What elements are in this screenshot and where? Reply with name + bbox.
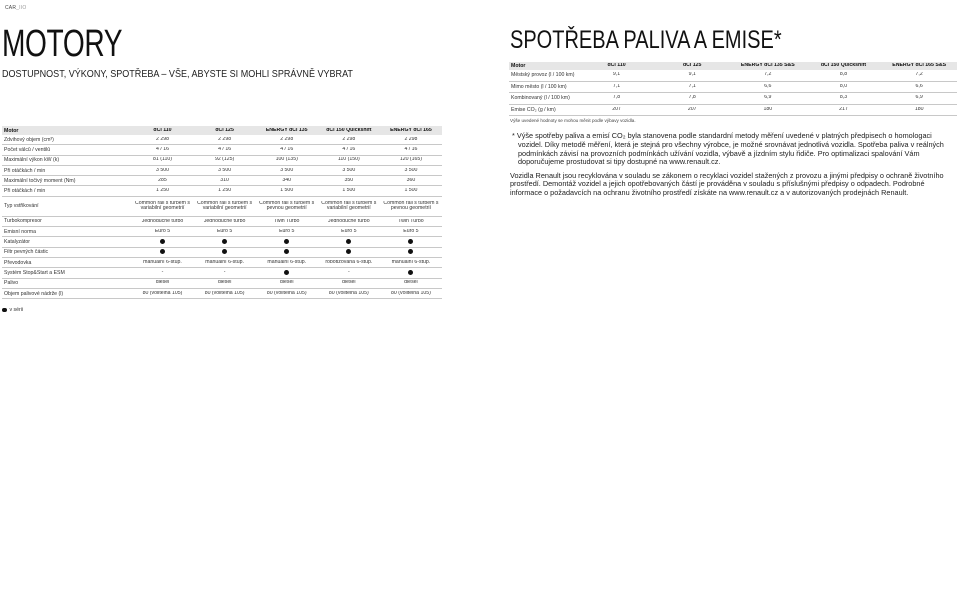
- series-dot-cell: [380, 270, 442, 276]
- table-row: [2, 289, 442, 299]
- row-value: 100 (135): [275, 157, 298, 163]
- row-value: Jednoduché turbo: [328, 218, 370, 224]
- row-value: 1 500: [342, 188, 356, 194]
- table-row: [2, 186, 442, 196]
- table-row: [2, 237, 442, 247]
- row-value: 7,8: [612, 95, 621, 101]
- row-value: 3 500: [280, 167, 294, 173]
- row-value: 217: [839, 106, 848, 112]
- header-label: Motor: [4, 127, 19, 134]
- row-value: diesel: [217, 280, 232, 286]
- row-value: 1 500: [404, 188, 418, 194]
- row-value: 3 500: [218, 167, 232, 173]
- row-value: 7,1: [612, 83, 621, 89]
- row-value: Common rail s turbem s variabilní geometrií: [321, 200, 377, 212]
- row-value: 7,1: [688, 83, 696, 89]
- row-value: manuální 6-stup.: [143, 259, 182, 265]
- header-col: ENERGY dCi 165: [390, 127, 432, 133]
- row-value: manuální 6-stup.: [205, 259, 244, 265]
- table-row: [509, 93, 957, 105]
- row-value: 4 / 16: [280, 147, 294, 153]
- header-col: ENERGY dCi 165 S&S: [892, 63, 947, 69]
- row-label: Turbokompresor: [4, 218, 42, 225]
- page-label: [5, 5, 26, 11]
- row-value: 7,8: [688, 95, 696, 101]
- row-value: 207: [612, 106, 621, 112]
- series-dot-icon: [284, 239, 289, 244]
- header-label: Motor: [511, 63, 526, 69]
- header-col: dCi 150 Quickshift: [820, 63, 867, 69]
- row-value: 4 / 16: [342, 147, 356, 153]
- row-label: Převodovka: [4, 259, 32, 266]
- fuel-table-note: Výše uvedené hodnoty se mohou měnit podle výbavy vozidla.: [510, 118, 636, 123]
- row-value: 8,0: [839, 83, 848, 89]
- row-value: 285: [158, 178, 167, 184]
- header-col: dCi 110: [607, 63, 626, 69]
- table-row: [509, 105, 957, 117]
- row-value: 310: [220, 178, 229, 184]
- row-value: -: [347, 270, 350, 276]
- series-dot-icon: [160, 249, 165, 254]
- row-value: -: [223, 270, 226, 276]
- series-dot-cell: [380, 239, 442, 245]
- table-row: [509, 82, 957, 94]
- row-value: 80 (volitelná 105): [204, 290, 245, 296]
- row-value: 2 298: [342, 136, 356, 142]
- row-label: Počet válců / ventilů: [4, 146, 51, 153]
- table-row: [2, 279, 442, 289]
- series-dot-icon: [408, 239, 413, 244]
- row-value: Euro 5: [154, 228, 171, 234]
- row-label: Systém Stop&Start a ESM: [4, 269, 65, 276]
- row-value: manuální 6-stup.: [391, 259, 431, 265]
- row-value: manuální 6-stup.: [267, 259, 307, 265]
- series-dot-cell: [194, 239, 256, 245]
- row-value: 92 (125): [214, 157, 235, 163]
- row-value: 340: [282, 178, 292, 184]
- row-value: diesel: [404, 280, 418, 286]
- header-col: dCi 150 Quickshift: [326, 127, 372, 133]
- row-label: Emise CO₂ (g / km): [511, 106, 556, 113]
- series-dot-icon: [346, 249, 351, 254]
- series-dot-icon: [222, 239, 227, 244]
- series-dot-icon: [284, 249, 289, 254]
- row-label: Při otáčkách / min: [4, 188, 46, 195]
- series-dot-icon: [408, 270, 413, 275]
- row-value: 180: [763, 106, 773, 112]
- row-label: Objem palivové nádrže (l): [4, 290, 64, 297]
- note-recycling: Vozidla Renault jsou recyklována v souladu se zákonem o recyklaci vozidel stažených z provozu a jinými předpisy o ochraně životního prostředí. Demontáž vozidel a jejich opotřebovaných částí je prováděna v souladu s příslušnými předpisy o odpadech. Podrobné informace o požadavcích na ochranu životního prostředí získáte na www.renault.cz a v autorizovaných prodejnách Renault.: [510, 170, 944, 198]
- legend-label: v sérii: [9, 307, 24, 313]
- series-dot-cell: [318, 249, 380, 255]
- fuel-table-header: [509, 62, 957, 70]
- row-label: Katalyzátor: [4, 239, 30, 246]
- row-value: 6,6: [764, 83, 772, 89]
- table-row: [2, 176, 442, 186]
- series-dot-cell: [318, 239, 380, 245]
- table-row: [2, 166, 442, 176]
- fuel-table: [509, 62, 957, 116]
- row-value: Euro 5: [279, 228, 295, 234]
- row-value: 80 (volitelná 105): [266, 290, 307, 296]
- row-value: 3 500: [156, 167, 169, 173]
- row-value: 7,2: [915, 72, 923, 78]
- row-label: Palivo: [4, 280, 19, 287]
- row-value: 6,6: [915, 83, 923, 89]
- row-value: 110 (150): [337, 157, 360, 163]
- series-dot-icon: [284, 270, 289, 275]
- series-dot-cell: [256, 239, 318, 245]
- legend: [2, 307, 23, 313]
- series-dot-cell: [256, 249, 318, 255]
- row-value: 1 250: [218, 188, 232, 194]
- row-label: Filtr pevných částic: [4, 249, 49, 256]
- row-value: 8,3: [839, 95, 848, 101]
- table-row: [2, 227, 442, 237]
- row-label: Zdvihový objem (cm³): [4, 136, 54, 143]
- row-value: 9,1: [688, 72, 696, 78]
- row-value: Common rail s turbem s variabilní geometrií: [134, 200, 191, 212]
- row-value: 2 298: [156, 136, 169, 142]
- table-row: [509, 70, 957, 82]
- motory-subtitle: DOSTUPNOST, VÝKONY, SPOTŘEBA – VŠE, ABYSTE SI MOHLI SPRÁVNĚ VYBRAT: [2, 68, 353, 80]
- row-value: Euro 5: [216, 228, 233, 234]
- table-row: [2, 248, 442, 258]
- row-value: -: [161, 270, 164, 276]
- row-value: Euro 5: [403, 228, 419, 234]
- header-col: dCi 110: [153, 127, 172, 133]
- row-label: Typ vstřikování: [4, 203, 39, 210]
- series-dot-icon: [2, 308, 7, 313]
- row-value: 4 / 16: [156, 147, 169, 153]
- row-label: Při otáčkách / min: [4, 167, 46, 174]
- row-value: diesel: [342, 280, 356, 286]
- row-label: Maximální točivý moment (Nm): [4, 177, 76, 184]
- table-row: [2, 135, 442, 145]
- row-value: 120 (165): [399, 157, 423, 163]
- series-dot-cell: [256, 270, 318, 276]
- row-value: Jednoduché turbo: [141, 218, 184, 224]
- row-value: 8,8: [839, 72, 848, 78]
- row-value: 9,1: [612, 72, 621, 78]
- row-value: 6,9: [764, 95, 772, 101]
- header-col: ENERGY dCi 135 S&S: [740, 63, 795, 69]
- row-value: Jednoduché turbo: [203, 218, 246, 224]
- motory-title: MOTORY: [2, 23, 123, 65]
- row-value: 207: [687, 106, 697, 112]
- header-col: ENERGY dCi 135: [265, 127, 308, 133]
- row-value: Twin Turbo: [274, 218, 300, 224]
- series-dot-cell: [194, 249, 256, 255]
- table-row: [2, 217, 442, 227]
- row-value: 1 250: [156, 188, 169, 194]
- table-row: [2, 197, 442, 217]
- row-value: 4 / 16: [218, 147, 232, 153]
- header-col: dCi 125: [682, 63, 702, 69]
- series-dot-icon: [160, 239, 165, 244]
- row-value: 3 500: [404, 167, 418, 173]
- row-value: 2 298: [404, 136, 418, 142]
- row-label: Mimo město (l / 100 km): [511, 83, 567, 90]
- table-row: [2, 268, 442, 278]
- row-value: diesel: [155, 280, 170, 286]
- row-label: Kombinovaný (l / 100 km): [511, 95, 570, 102]
- row-value: 3 500: [342, 167, 356, 173]
- series-dot-icon: [222, 249, 227, 254]
- row-label: Emisní norma: [4, 228, 36, 235]
- row-value: robotizovaná 6-stup.: [325, 259, 373, 265]
- note-consumption: * Výše spotřeby paliva a emisí CO₂ byla stanovena podle standardní metody měření uvedené v platných předpisech o homologaci vozidel. Díky metodě měření, která je stejná pro všechny výrobce, je možné srovnávat jednotlivá vozidla. Spotřeba paliva v reálných podmínkách závisí na provozních podmínkách užívání vozidla, výbavě a jízdním stylu řidiče. Pro optimalizaci spalování Vám doporučujeme prostudovat si tipy dostupné na www.renault.cz.: [512, 131, 944, 167]
- row-value: 180: [914, 106, 924, 112]
- row-value: Common rail s turbem s pevnou geometrií: [259, 200, 315, 212]
- row-value: 81 (110): [153, 157, 172, 163]
- row-value: 6,9: [915, 95, 923, 101]
- row-value: 2 298: [218, 136, 232, 142]
- row-value: 7,2: [764, 72, 772, 78]
- series-dot-cell: [380, 249, 442, 255]
- row-label: Městský provoz (l / 100 km): [511, 72, 575, 79]
- row-value: 80 (volitelná 105): [328, 290, 369, 296]
- row-value: Twin Turbo: [398, 218, 424, 224]
- page-label-main: CAR: [5, 5, 17, 11]
- table-row: [2, 145, 442, 155]
- row-value: 80 (volitelná 105): [391, 290, 431, 296]
- series-dot-icon: [408, 249, 413, 254]
- page-label-sub: _IIO: [16, 5, 27, 11]
- row-value: Common rail s turbem s variabilní geometrií: [197, 200, 253, 212]
- row-value: Euro 5: [341, 228, 357, 234]
- series-dot-cell: [131, 249, 193, 255]
- fuel-title: SPOTŘEBA PALIVA A EMISE*: [510, 26, 782, 54]
- series-dot-icon: [346, 239, 351, 244]
- row-value: 2 298: [280, 136, 294, 142]
- row-value: 4 / 16: [404, 147, 418, 153]
- engine-table-header: [2, 126, 442, 135]
- table-row: [2, 156, 442, 166]
- row-value: Common rail s turbem s pevnou geometrií: [383, 200, 439, 212]
- table-row: [2, 258, 442, 268]
- header-col: dCi 125: [215, 127, 234, 133]
- notes: [510, 132, 956, 203]
- series-dot-cell: [131, 239, 193, 245]
- row-value: diesel: [279, 280, 294, 286]
- engine-table: [2, 126, 442, 299]
- row-label: Maximální výkon kW (k): [4, 157, 60, 164]
- row-value: 1 500: [280, 188, 294, 194]
- row-value: 360: [406, 178, 416, 184]
- row-value: 80 (volitelná 105): [142, 290, 183, 296]
- row-value: 350: [344, 178, 354, 184]
